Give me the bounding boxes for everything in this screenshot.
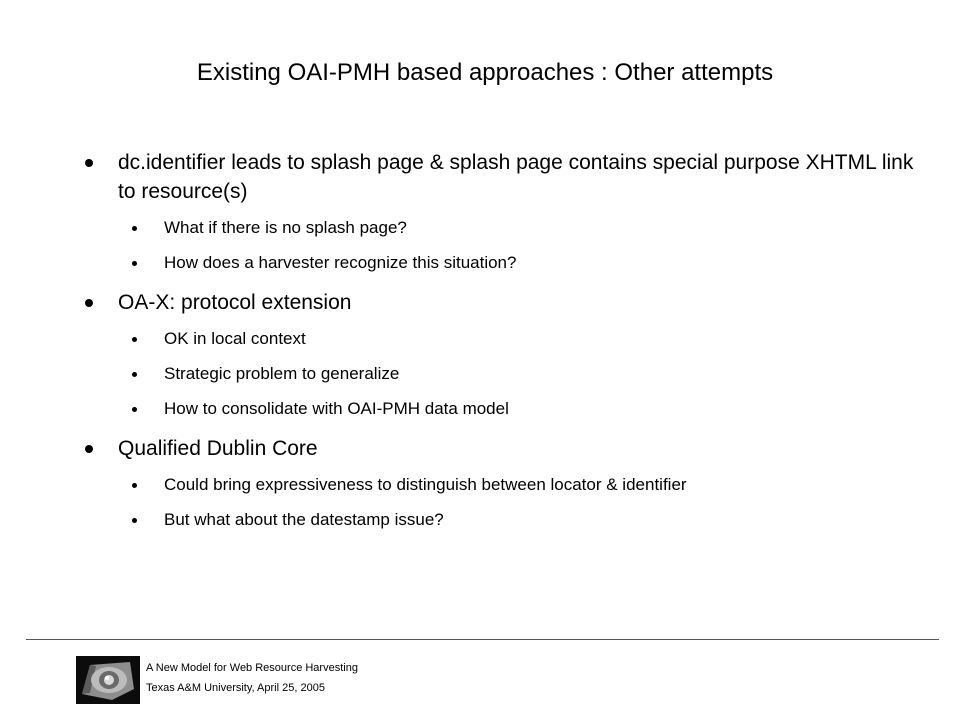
sub-bullet-text: But what about the datestamp issue? <box>164 510 444 529</box>
bullet-text: OA-X: protocol extension <box>118 291 352 314</box>
sub-bullet-item <box>80 327 920 350</box>
sub-bullet-item <box>80 251 920 274</box>
bullet-item <box>80 288 920 317</box>
sub-bullet-item <box>80 473 920 496</box>
bullet-dot-icon <box>85 159 93 167</box>
small-bullet-dot-icon <box>132 337 137 342</box>
small-bullet-dot-icon <box>132 261 137 266</box>
bullet-text: dc.identifier leads to splash page & splash page contains special purpose XHTML link to resource(s) <box>118 151 914 203</box>
slide-title: Existing OAI-PMH based approaches : Other attempts <box>196 59 774 86</box>
footer-presentation-title: A New Model for Web Resource Harvesting <box>146 662 358 674</box>
footer-venue-date: Texas A&M University, April 25, 2005 <box>146 682 325 694</box>
sub-bullet-item <box>80 397 920 420</box>
sub-bullet-text: Strategic problem to generalize <box>164 364 400 383</box>
small-bullet-dot-icon <box>132 483 137 488</box>
eye-logo-icon <box>76 656 140 704</box>
bullet-item <box>80 434 920 463</box>
sub-bullet-text: OK in local context <box>164 329 306 348</box>
bullet-dot-icon <box>85 445 93 453</box>
small-bullet-dot-icon <box>132 407 137 412</box>
footer-text <box>146 658 358 698</box>
sub-bullet-text: Could bring expressiveness to distinguish between locator & identifier <box>164 475 687 494</box>
sub-bullet-text: What if there is no splash page? <box>164 218 407 237</box>
sub-bullet-item <box>80 362 920 385</box>
sub-bullet-item <box>80 508 920 531</box>
bullet-list <box>80 148 920 531</box>
small-bullet-dot-icon <box>132 226 137 231</box>
sub-bullet-text: How to consolidate with OAI-PMH data model <box>164 399 509 418</box>
small-bullet-dot-icon <box>132 372 137 377</box>
bullet-dot-icon <box>85 299 93 307</box>
sub-bullet-item <box>80 216 920 239</box>
bullet-text: Qualified Dublin Core <box>118 437 318 460</box>
small-bullet-dot-icon <box>132 518 137 523</box>
bullet-item <box>80 148 920 206</box>
sub-bullet-text: How does a harvester recognize this situation? <box>164 253 517 272</box>
footer-divider <box>26 639 939 640</box>
